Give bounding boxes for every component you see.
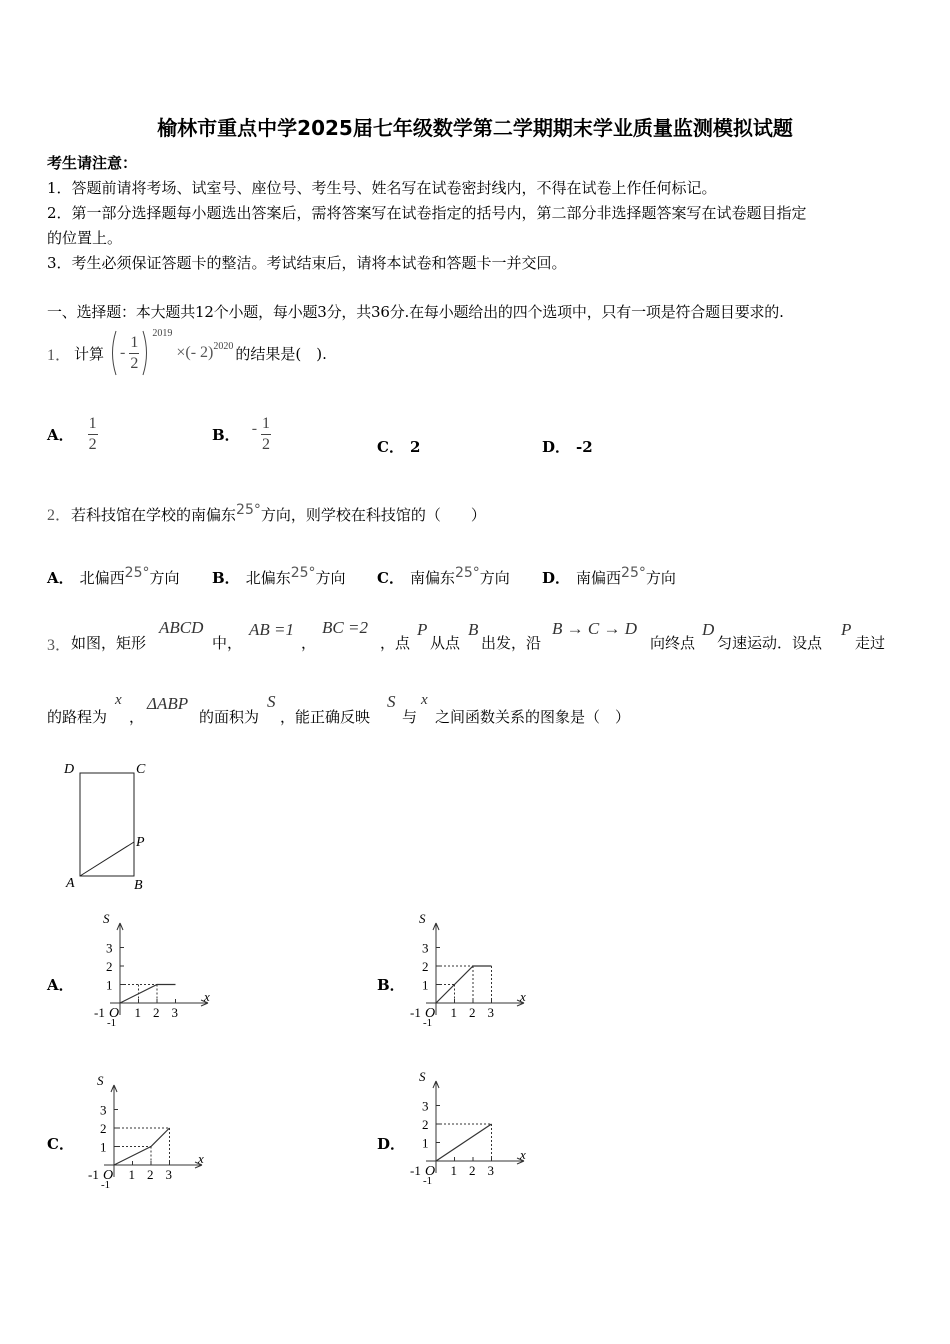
q1-option-a[interactable]: [47, 410, 98, 458]
q3-option-d-label[interactable]: D．: [377, 1135, 406, 1153]
neg-y-label: -1: [423, 1017, 433, 1029]
y-tick-label: 1: [422, 1135, 429, 1151]
neg-x-label: -1: [88, 1167, 99, 1182]
q3-text: 走过: [855, 634, 886, 652]
origin-label: O: [425, 1006, 436, 1021]
q3-option-b-label[interactable]: B．: [377, 976, 405, 994]
q3-text: ，点: [380, 634, 411, 652]
x-tick-label: 2: [153, 1005, 160, 1020]
x-axis-label: x: [520, 1147, 526, 1162]
label-a: A: [66, 876, 75, 891]
y-tick-label: 2: [422, 959, 429, 974]
q2-option-c[interactable]: [377, 565, 510, 588]
origin-label: O: [425, 1164, 436, 1179]
label-p: P: [136, 835, 145, 850]
q3-math: S: [267, 692, 276, 711]
y-tick-label: 1: [106, 977, 113, 993]
neg-x-label: -1: [410, 1163, 421, 1178]
neg-x-label: -1: [410, 1005, 421, 1020]
q1-option-b[interactable]: [212, 410, 271, 458]
notice-heading: 考生请注意：: [47, 154, 138, 172]
q3-text: 的路程为: [47, 708, 108, 726]
option-label: A．: [47, 569, 74, 587]
q2-option-d[interactable]: [542, 565, 676, 588]
q3-math: AB =1: [249, 620, 294, 639]
q3-text: 匀速运动．设点: [717, 634, 823, 652]
option-pre: 北偏东: [245, 569, 291, 587]
q1-frac-num: 1: [129, 333, 139, 354]
option-text: -2: [576, 438, 593, 456]
frac-den: 2: [262, 435, 271, 453]
x-axis-label: x: [204, 989, 210, 1004]
q3-text: ，: [301, 634, 317, 652]
option-post: 方向: [645, 569, 676, 587]
q2-option-b[interactable]: [212, 565, 346, 588]
q1-option-c[interactable]: [377, 436, 420, 457]
option-pre: 南偏东: [409, 569, 455, 587]
frac-num: 1: [261, 414, 271, 435]
q3-text: 之间函数关系的图象是（ ）: [435, 708, 631, 726]
x-axis-label: x: [520, 989, 526, 1004]
neg-y-label: -1: [107, 1017, 117, 1029]
s-axis-label: S: [97, 1073, 104, 1088]
q1-prefix: 计算: [74, 344, 105, 363]
left-paren: [108, 329, 118, 377]
y-tick-label: 2: [422, 1117, 429, 1132]
option-label: C．: [377, 438, 404, 456]
graph-option-c[interactable]: [82, 1073, 204, 1194]
option-angle: 25°: [621, 565, 646, 581]
q2-angle: 25°: [236, 502, 261, 518]
x-axis-label: x: [198, 1151, 204, 1166]
function-line: [436, 1124, 492, 1161]
option-label: C．: [377, 569, 404, 587]
option-pre: 南偏西: [576, 569, 622, 587]
q1-suffix: 的结果是( ).: [235, 344, 327, 363]
minus-sign: -: [251, 420, 258, 437]
q3-math: x: [421, 692, 428, 708]
graph-option-d[interactable]: [404, 1069, 526, 1190]
q3-number: 3．: [47, 637, 72, 654]
q3-math: x: [115, 692, 122, 708]
s-axis-label: S: [419, 911, 426, 926]
q2-number: 2．: [47, 507, 72, 524]
option-label: B．: [212, 569, 240, 587]
notice-item-3: 3．考生必须保证答题卡的整洁。考试结束后，请将本试卷和答题卡一并交回。: [47, 254, 567, 272]
q1-frac-den: 2: [130, 354, 139, 372]
notice-item-1: 1．答题前请将考场、试室号、座位号、考生号、姓名写在试卷密封线内，不得在试卷上作任何标记。: [47, 179, 717, 197]
option-text: 2: [409, 438, 421, 456]
q3-text: 向终点: [650, 634, 696, 652]
q3-math: S: [387, 692, 396, 711]
q3-math: BC =2: [322, 618, 368, 637]
x-tick-label: 1: [450, 1005, 457, 1020]
label-b: B: [134, 878, 143, 893]
y-tick-label: 2: [100, 1121, 107, 1136]
q1-number: 1．: [47, 346, 72, 364]
q2-pre: 若科技馆在学校的南偏东: [71, 506, 237, 524]
x-tick-label: 2: [147, 1167, 154, 1182]
x-tick-label: 3: [487, 1163, 494, 1178]
y-tick-label: 2: [106, 959, 113, 974]
option-label: D．: [542, 569, 571, 587]
q2-post: 方向，则学校在科技馆的（ ）: [260, 506, 486, 524]
q3-math: P: [841, 620, 852, 639]
x-tick-label: 1: [450, 1163, 457, 1178]
q3-math: B: [468, 620, 479, 639]
notice-item-2-cont: 的位置上。: [47, 229, 123, 247]
graph-option-a[interactable]: [88, 911, 210, 1032]
option-angle: 25°: [124, 565, 150, 581]
q2-option-a[interactable]: [47, 565, 180, 588]
x-tick-label: 3: [171, 1005, 178, 1020]
origin-label: O: [109, 1006, 120, 1021]
option-post: 方向: [149, 569, 180, 587]
y-tick-label: 3: [422, 940, 429, 956]
neg-y-label: -1: [101, 1179, 111, 1191]
question-3-line-2: [47, 692, 897, 732]
graph-option-b[interactable]: [404, 911, 526, 1032]
option-post: 方向: [315, 569, 346, 587]
y-tick-label: 1: [422, 977, 429, 993]
x-tick-label: 3: [165, 1167, 172, 1182]
option-post: 方向: [479, 569, 510, 587]
q1-exp2: 2020: [213, 341, 234, 352]
q3-text: 中，: [212, 634, 243, 652]
function-line: [120, 985, 176, 1004]
neg-y-label: -1: [423, 1175, 433, 1187]
y-tick-label: 3: [106, 940, 113, 956]
s-axis-label: S: [103, 911, 110, 926]
s-axis-label: S: [419, 1069, 426, 1084]
rectangle-figure: [60, 755, 160, 895]
q1-times: ×(- 2): [176, 344, 214, 361]
x-tick-label: 2: [469, 1005, 476, 1020]
question-3-line-1: [47, 618, 897, 658]
q3-math: D: [702, 620, 715, 639]
option-label: B．: [212, 425, 240, 444]
q3-text: 的面积为: [199, 708, 260, 726]
right-paren: [141, 329, 151, 377]
option-angle: 25°: [454, 565, 480, 581]
q1-fraction: [129, 333, 139, 374]
question-1: [47, 328, 327, 378]
page-title: 榆林市重点中学2025届七年级数学第二学期期末学业质量监测模拟试题: [157, 116, 793, 140]
q3-text: 与: [402, 708, 418, 726]
q1-option-d[interactable]: [542, 436, 593, 457]
q3-text: 如图，矩形: [71, 634, 147, 652]
y-tick-label: 3: [100, 1102, 107, 1118]
label-c: C: [136, 762, 146, 777]
section-heading: 一、选择题：本大题共12个小题，每小题3分，共36分.在每小题给出的四个选项中，只有一项是符合题目要求的.: [47, 303, 784, 321]
option-label: D．: [542, 438, 571, 456]
x-tick-label: 2: [469, 1163, 476, 1178]
option-pre: 北偏西: [79, 569, 125, 587]
q3-option-a-label[interactable]: A．: [47, 976, 74, 994]
origin-label: O: [103, 1168, 114, 1183]
option-label: A．: [47, 425, 74, 444]
x-tick-label: 1: [128, 1167, 135, 1182]
label-d: D: [64, 762, 75, 777]
q3-text: 出发，沿: [481, 634, 542, 652]
x-tick-label: 1: [134, 1005, 141, 1020]
q3-text: ，: [129, 708, 145, 726]
notice-item-2: 2．第一部分选择题每小题选出答案后，需将答案写在试卷指定的括号内，第二部分非选择题答案写在试卷题目指定: [47, 204, 807, 222]
q3-text: 从点: [430, 634, 461, 652]
y-tick-label: 3: [422, 1098, 429, 1114]
q3-math: ABCD: [159, 618, 204, 637]
q3-math: P: [417, 620, 428, 639]
option-angle: 25°: [290, 565, 316, 581]
question-2: [47, 502, 486, 525]
x-tick-label: 3: [487, 1005, 494, 1020]
q3-option-c-label[interactable]: C．: [47, 1135, 74, 1153]
frac-den: 2: [88, 435, 97, 453]
q3-math: ΔABP: [147, 694, 189, 713]
q1-minus: -: [120, 344, 126, 361]
y-tick-label: 1: [100, 1139, 107, 1155]
frac-num: 1: [88, 414, 98, 435]
q3-text: ，能正确反映: [280, 708, 371, 726]
q3-math: B → C → D: [552, 619, 637, 638]
neg-x-label: -1: [94, 1005, 105, 1020]
q1-exp1: 2019: [152, 328, 173, 339]
